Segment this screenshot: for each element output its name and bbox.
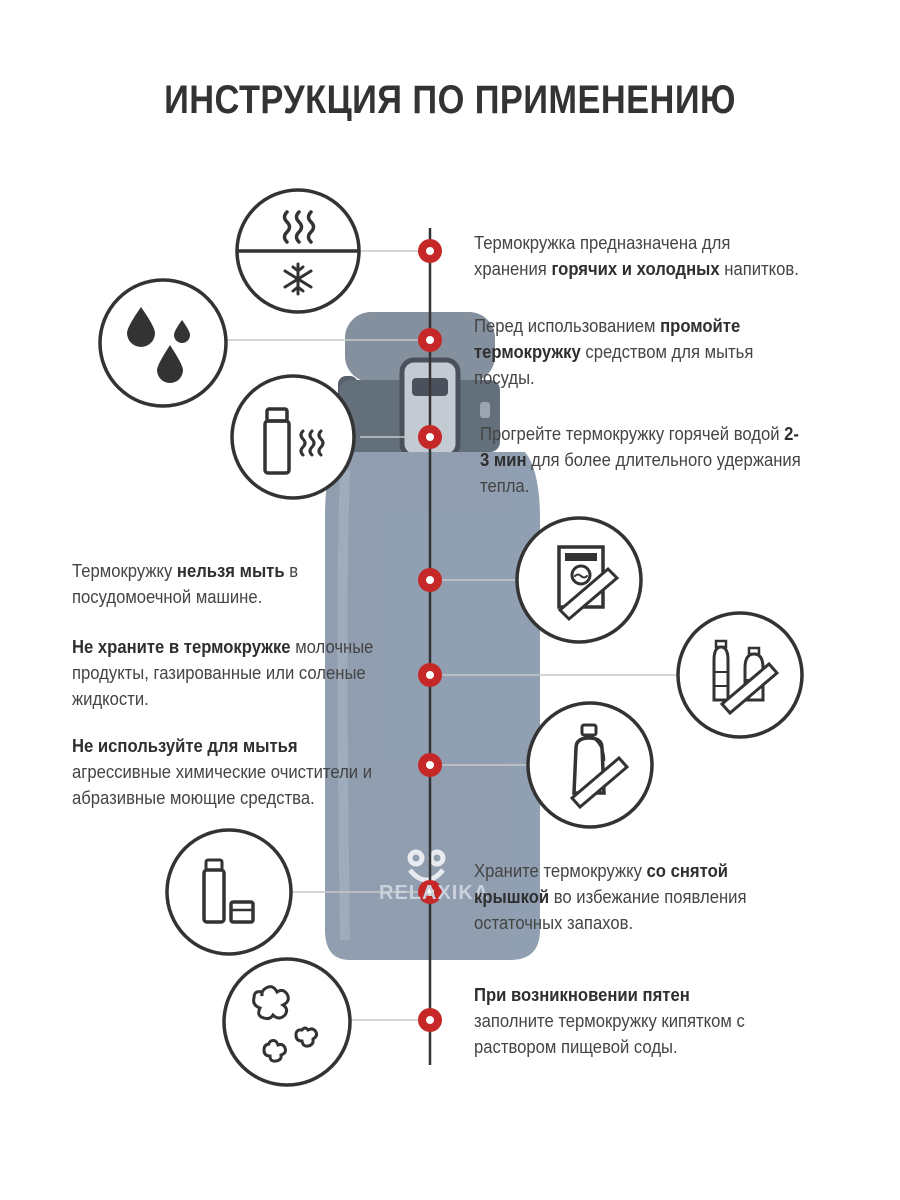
marker-2 (418, 328, 442, 352)
marker-3 (418, 425, 442, 449)
thermos-steam-icon (232, 376, 354, 498)
marker-1 (418, 239, 442, 263)
instruction-3: Прогрейте термокружку горячей водой 2-3 мин для более длительного удержания тепла. (480, 423, 801, 496)
thermos-lid-off-icon (167, 830, 291, 954)
instruction-1: Термокружка предназначена для хранения горячих и холодных напитков. (474, 232, 799, 279)
bottle-brand: RELAXIKA (379, 882, 490, 904)
page-title: ИНСТРУКЦИЯ ПО ПРИМЕНЕНИЮ (164, 78, 736, 122)
instruction-6: Не используйте для мытья агрессивные химические очистители и абразивные моющие средства. (72, 735, 373, 808)
instruction-7: Храните термокружку со снятой крышкой во избежание появления остаточных запахов. (474, 860, 747, 933)
instruction-5: Не храните в термокружке молочные продукты, газированные или соленые жидкости. (72, 636, 374, 709)
no-detergent-icon (528, 703, 652, 827)
marker-8 (418, 1008, 442, 1032)
steam-snowflake-icon (237, 190, 359, 312)
no-dishwasher-icon (517, 518, 641, 642)
instruction-2: Перед использованием промойте термокружку средством для мытья посуды. (474, 315, 754, 388)
marker-5 (418, 663, 442, 687)
marker-4 (418, 568, 442, 592)
stains-icon (224, 959, 350, 1085)
instruction-8: При возникновении пятен заполните термокружку кипятком с раствором пищевой соды. (474, 984, 745, 1057)
no-bottles-icon (678, 613, 802, 737)
marker-6 (418, 753, 442, 777)
instruction-4: Термокружку нельзя мыть в посудомоечной машине. (72, 560, 299, 607)
water-drops-icon (100, 280, 226, 406)
